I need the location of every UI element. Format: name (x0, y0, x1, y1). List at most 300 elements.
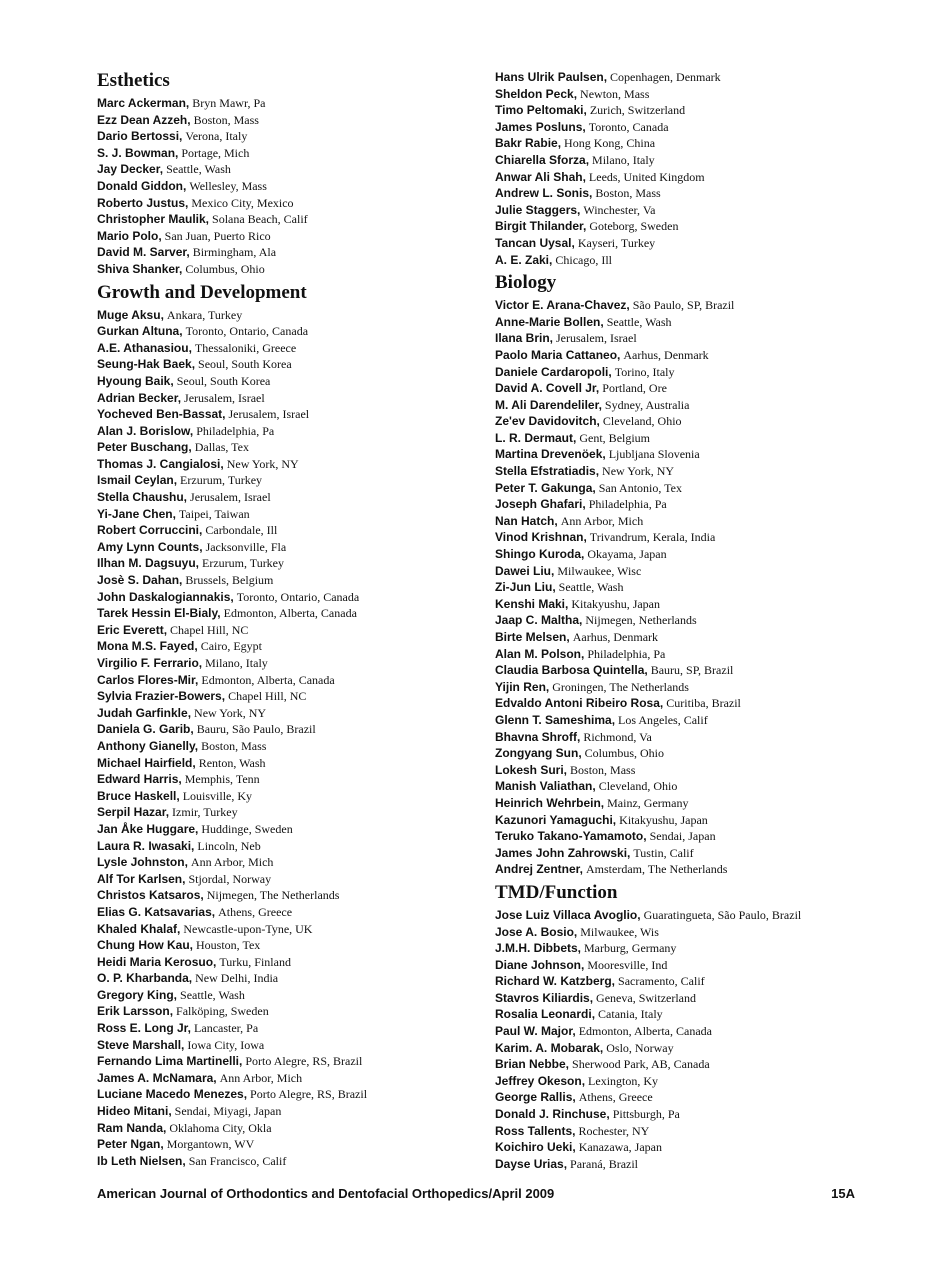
reviewer-entry (495, 612, 935, 629)
reviewer-name: Ram Nanda, (97, 1120, 167, 1135)
reviewer-name: Heinrich Wehrbein, (495, 795, 605, 810)
reviewer-location: Milwaukee, Wisc (557, 563, 642, 578)
reviewer-name: Dario Bertossi, (97, 129, 183, 144)
reviewer-name: Heidi Maria Kerosuo, (97, 954, 217, 969)
reviewer-entry (97, 721, 477, 738)
reviewer-name: Ilana Brin, (495, 331, 554, 346)
reviewer-name: L. R. Dermaut, (495, 430, 577, 445)
reviewer-name: Judah Garfinkle, (97, 705, 192, 720)
reviewer-name: Serpil Hazar, (97, 805, 170, 820)
reviewer-name: Donald J. Rinchuse, (495, 1107, 610, 1122)
reviewer-location: Seattle, Wash (166, 162, 231, 177)
reviewer-entry (97, 1136, 477, 1153)
reviewer-name: Diane Johnson, (495, 957, 585, 972)
reviewer-entry (97, 489, 477, 506)
reviewer-location: Copenhagen, Denmark (610, 70, 721, 84)
reviewer-name: Kazunori Yamaguchi, (495, 812, 617, 827)
reviewer-entry (97, 472, 477, 489)
reviewer-location: Mexico City, Mexico (191, 195, 294, 210)
reviewer-location: Sacramento, Calif (618, 974, 705, 989)
section (97, 70, 477, 278)
reviewer-name: Josè S. Dahan, (97, 573, 183, 588)
reviewer-entry (97, 1120, 477, 1137)
reviewer-entry (495, 430, 935, 447)
reviewer-name: Adrian Becker, (97, 390, 182, 405)
reviewer-location: Nijmegen, The Netherlands (206, 888, 340, 903)
reviewer-location: Jerusalem, Israel (228, 407, 310, 422)
reviewer-location: Edmonton, Alberta, Canada (578, 1024, 712, 1039)
reviewer-location: Bryn Mawr, Pa (192, 96, 266, 110)
reviewer-name: Joseph Ghafari, (495, 497, 586, 512)
reviewer-entry (495, 330, 935, 347)
reviewer-location: Toronto, Canada (588, 119, 669, 134)
reviewer-location: Ljubljana Slovenia (608, 447, 700, 462)
reviewer-location: Seattle, Wash (180, 987, 245, 1002)
page-number: 15A (831, 1186, 855, 1201)
reviewer-location: Gent, Belgium (579, 430, 651, 445)
reviewer-location: Sherwood Park, AB, Canada (572, 1057, 710, 1072)
reviewer-entry (97, 373, 477, 390)
reviewer-name: Andrej Zentner, (495, 862, 584, 877)
reviewer-name: David A. Covell Jr, (495, 381, 600, 396)
reviewer-location: Milano, Italy (205, 656, 268, 670)
reviewer-name: Daniela G. Garib, (97, 722, 194, 737)
reviewer-location: Ann Arbor, Mich (190, 855, 274, 870)
reviewer-name: Kenshi Maki, (495, 596, 569, 611)
reviewer-location: Newton, Mass (580, 86, 650, 101)
reviewer-entry (495, 1006, 935, 1023)
reviewer-name: Seung-Hak Baek, (97, 357, 196, 372)
reviewer-entry (495, 69, 935, 86)
reviewer-location: Kayseri, Turkey (577, 235, 656, 250)
reviewer-entry (97, 655, 477, 672)
reviewer-entry (495, 1089, 935, 1106)
reviewer-name: Jay Decker, (97, 162, 164, 177)
reviewer-name: Tarek Hessin El-Bialy, (97, 606, 221, 621)
reviewer-name: Lysle Johnston, (97, 855, 188, 870)
reviewer-location: Goteborg, Sweden (589, 219, 679, 234)
reviewer-entry (97, 228, 477, 245)
reviewer-entry (495, 990, 935, 1007)
reviewer-entry (495, 1040, 935, 1057)
reviewer-entry (495, 729, 935, 746)
reviewer-location: Boston, Mass (595, 186, 661, 201)
reviewer-entry (495, 347, 935, 364)
reviewer-entry (97, 821, 477, 838)
reviewer-location: Jerusalem, Israel (556, 331, 637, 346)
reviewer-name: Elias G. Katsavarias, (97, 904, 216, 919)
reviewer-entry (97, 854, 477, 871)
reviewer-name: S. J. Bowman, (97, 145, 179, 160)
reviewer-location: Erzurum, Turkey (180, 473, 263, 488)
reviewer-name: Alan J. Borislow, (97, 423, 194, 438)
reviewer-entry (495, 795, 935, 812)
reviewer-entry (495, 364, 935, 381)
reviewer-location: Portland, Ore (602, 381, 667, 396)
reviewer-location: Cairo, Egypt (200, 639, 263, 654)
reviewer-entry (495, 546, 935, 563)
reviewer-name: Muge Aksu, (97, 307, 164, 322)
section (495, 882, 935, 1173)
reviewer-location: Philadelphia, Pa (196, 423, 275, 438)
reviewer-location: Zurich, Switzerland (589, 103, 686, 118)
reviewer-entry (97, 1103, 477, 1120)
reviewer-location: Kitakyushu, Japan (571, 596, 661, 611)
reviewer-location: Pittsburgh, Pa (612, 1107, 680, 1122)
reviewer-location: Izmir, Turkey (172, 805, 238, 820)
reviewer-location: Mooresville, Ind (587, 957, 668, 972)
reviewer-entry (97, 622, 477, 639)
reviewer-entry (97, 128, 477, 145)
reviewer-entry (495, 86, 935, 103)
reviewer-location: Cleveland, Ohio (598, 779, 678, 794)
reviewer-entry (495, 496, 935, 513)
reviewer-name: Edward Harris, (97, 772, 182, 787)
reviewer-name: Bruce Haskell, (97, 788, 180, 803)
reviewer-name: Thomas J. Cangialosi, (97, 456, 224, 471)
reviewer-name: Jose A. Bosio, (495, 924, 578, 939)
reviewer-location: Tustin, Calif (633, 845, 694, 860)
reviewer-location: Wellesley, Mass (189, 178, 267, 193)
reviewer-location: Winchester, Va (583, 202, 656, 217)
reviewer-location: Taipei, Taiwan (178, 506, 250, 521)
reviewer-entry (495, 1139, 935, 1156)
reviewer-entry (97, 771, 477, 788)
reviewer-name: Chung How Kau, (97, 938, 193, 953)
reviewer-location: Edmonton, Alberta, Canada (201, 672, 335, 687)
reviewer-entry (495, 1056, 935, 1073)
reviewer-entry (97, 390, 477, 407)
reviewer-name: Steve Marshall, (97, 1037, 185, 1052)
reviewer-name: Brian Nebbe, (495, 1057, 570, 1072)
reviewer-name: Birgit Thilander, (495, 219, 587, 234)
reviewer-entry (97, 1037, 477, 1054)
reviewer-entry (97, 921, 477, 938)
reviewer-location: Oslo, Norway (606, 1040, 674, 1055)
reviewer-location: Marburg, Germany (584, 941, 677, 956)
reviewer-location: Edmonton, Alberta, Canada (223, 606, 357, 621)
reviewer-location: Huddinge, Sweden (201, 821, 293, 836)
reviewer-name: Sheldon Peck, (495, 86, 578, 101)
reviewer-entry (97, 555, 477, 572)
reviewer-name: Alf Tor Karlsen, (97, 871, 186, 886)
reviewer-location: Chapel Hill, NC (228, 689, 307, 704)
reviewer-location: New Delhi, India (195, 971, 279, 986)
reviewer-name: Shingo Kuroda, (495, 547, 585, 562)
reviewer-name: James A. McNamara, (97, 1070, 217, 1085)
reviewer-name: Fernando Lima Martinelli, (97, 1054, 243, 1069)
reviewer-name: Stavros Kiliardis, (495, 990, 594, 1005)
reviewer-location: Falköping, Sweden (176, 1004, 269, 1019)
reviewer-name: Mario Polo, (97, 228, 162, 243)
reviewer-location: Thessaloniki, Greece (194, 340, 297, 355)
reviewer-name: Dayse Urias, (495, 1156, 568, 1171)
reviewer-name: Nan Hatch, (495, 513, 558, 528)
reviewer-entry (495, 152, 935, 169)
reviewer-location: Verona, Italy (185, 129, 248, 144)
reviewer-entry (97, 244, 477, 261)
reviewer-location: Boston, Mass (570, 762, 636, 777)
reviewer-name: Julie Staggers, (495, 202, 581, 217)
reviewer-name: Hans Ulrik Paulsen, (495, 70, 608, 84)
reviewer-location: Seoul, South Korea (176, 373, 271, 388)
reviewer-name: Ze'ev Davidovitch, (495, 414, 600, 429)
section-heading: Esthetics (97, 70, 170, 91)
reviewer-entry (495, 446, 935, 463)
reviewer-location: Aarhus, Denmark (572, 630, 659, 644)
section (495, 69, 935, 268)
reviewer-name: Erik Larsson, (97, 1004, 174, 1019)
reviewer-entry (97, 589, 477, 606)
reviewer-entry (97, 1153, 477, 1170)
reviewer-name: Bakr Rabie, (495, 136, 562, 151)
reviewer-location: Nijmegen, Netherlands (585, 613, 697, 628)
reviewer-entry (495, 695, 935, 712)
reviewer-name: Stella Chaushu, (97, 490, 188, 505)
reviewer-entry (495, 907, 935, 924)
reviewer-location: Leeds, United Kingdom (588, 169, 705, 184)
reviewer-name: O. P. Kharbanda, (97, 971, 193, 986)
reviewer-name: John Daskalogiannakis, (97, 589, 234, 604)
reviewer-location: Athens, Greece (218, 904, 293, 919)
reviewer-name: Shiva Shanker, (97, 261, 183, 276)
reviewer-location: New York, NY (194, 705, 267, 720)
reviewer-entry (97, 672, 477, 689)
reviewer-name: Teruko Takano-Yamamoto, (495, 829, 647, 844)
reviewer-name: Ezz Dean Azzeh, (97, 112, 191, 127)
reviewer-entry (495, 513, 935, 530)
reviewer-entry (97, 506, 477, 523)
reviewer-entry (495, 102, 935, 119)
reviewer-entry (97, 755, 477, 772)
reviewer-location: Louisville, Ky (182, 788, 253, 803)
reviewer-name: Claudia Barbosa Quintella, (495, 663, 648, 678)
reviewer-location: Trivandrum, Kerala, India (589, 530, 716, 545)
reviewer-name: Birte Melsen, (495, 630, 570, 644)
reviewer-name: Paolo Maria Cattaneo, (495, 347, 621, 362)
reviewer-name: A. E. Zaki, (495, 252, 553, 267)
reviewer-name: Christos Katsaros, (97, 888, 204, 903)
reviewer-name: Marc Ackerman, (97, 96, 190, 110)
reviewer-location: Porto Alegre, RS, Brazil (245, 1054, 363, 1069)
section (97, 282, 477, 1170)
reviewer-entry (495, 169, 935, 186)
reviewer-name: Yijin Ren, (495, 679, 550, 694)
reviewer-entry (495, 646, 935, 663)
reviewer-name: Alan M. Polson, (495, 646, 585, 661)
reviewer-entry (495, 596, 935, 613)
reviewer-name: Tancan Uysal, (495, 235, 575, 250)
reviewer-name: Sylvia Frazier-Bowers, (97, 689, 226, 704)
reviewer-location: Birmingham, Ala (192, 245, 277, 260)
reviewer-entry (97, 705, 477, 722)
reviewer-location: Solana Beach, Calif (212, 212, 308, 227)
reviewer-entry (97, 356, 477, 373)
reviewer-location: Lexington, Ky (588, 1073, 659, 1088)
reviewer-location: Athens, Greece (578, 1090, 653, 1105)
reviewer-name: Hyoung Baik, (97, 373, 174, 388)
reviewer-name: A.E. Athanasiou, (97, 340, 192, 355)
reviewer-location: Renton, Wash (198, 755, 266, 770)
reviewer-entry (97, 323, 477, 340)
reviewer-name: Gregory King, (97, 987, 178, 1002)
reviewer-name: David M. Sarver, (97, 245, 190, 260)
reviewer-name: Dawei Liu, (495, 563, 555, 578)
reviewer-entry (97, 987, 477, 1004)
reviewer-name: Roberto Justus, (97, 195, 189, 210)
reviewer-entry (495, 529, 935, 546)
reviewer-name: Hideo Mitani, (97, 1104, 172, 1119)
reviewer-name: Paul W. Major, (495, 1024, 576, 1039)
reviewer-entry (495, 762, 935, 779)
reviewer-entry (97, 788, 477, 805)
reviewer-entry (495, 828, 935, 845)
reviewer-entry (495, 463, 935, 480)
reviewer-entry (97, 1020, 477, 1037)
reviewer-name: James John Zahrowski, (495, 845, 631, 860)
reviewer-name: Peter Ngan, (97, 1137, 164, 1152)
reviewer-name: Virgilio F. Ferrario, (97, 656, 203, 670)
reviewer-location: Seoul, South Korea (198, 357, 292, 372)
reviewer-location: Turku, Finland (219, 954, 291, 969)
reviewer-name: Luciane Macedo Menezes, (97, 1087, 248, 1102)
section-heading: TMD/Function (495, 881, 618, 903)
reviewer-entry (495, 202, 935, 219)
journal-citation: American Journal of Orthodontics and Dentofacial Orthopedics/April 2009 (97, 1186, 555, 1201)
reviewer-name: Stella Efstratiadis, (495, 464, 600, 479)
reviewer-entry (97, 605, 477, 622)
reviewer-name: Carlos Flores-Mir, (97, 672, 199, 687)
reviewer-entry (495, 924, 935, 941)
reviewer-location: Houston, Tex (196, 938, 261, 953)
reviewer-name: Jaap C. Maltha, (495, 613, 583, 628)
reviewer-location: Seattle, Wash (558, 580, 624, 595)
reviewer-name: Vinod Krishnan, (495, 530, 587, 545)
reviewer-location: Lancaster, Pa (194, 1021, 259, 1036)
reviewer-name: Lokesh Suri, (495, 762, 568, 777)
reviewer-location: Portage, Mich (181, 145, 250, 160)
reviewer-name: Rosalia Leonardi, (495, 1007, 596, 1022)
reviewer-name: Martina Drevenöek, (495, 447, 606, 462)
reviewer-name: Anne-Marie Bollen, (495, 314, 604, 329)
reviewer-location: New York, NY (226, 456, 299, 471)
reviewer-entry (495, 812, 935, 829)
right-column (495, 69, 935, 1172)
reviewer-entry (97, 738, 477, 755)
reviewer-name: Victor E. Arana-Chavez, (495, 298, 630, 313)
reviewer-location: Paraná, Brazil (570, 1156, 639, 1171)
reviewer-name: George Rallis, (495, 1090, 576, 1105)
reviewer-entry (97, 1003, 477, 1020)
reviewer-location: Kitakyushu, Japan (619, 812, 708, 827)
reviewer-entry (495, 563, 935, 580)
reviewer-entry (495, 745, 935, 762)
reviewer-name: Ilhan M. Dagsuyu, (97, 556, 200, 571)
reviewer-location: Bauru, São Paulo, Brazil (196, 722, 316, 737)
reviewer-name: Jose Luiz Villaca Avoglio, (495, 907, 641, 922)
reviewer-name: Bhavna Shroff, (495, 729, 581, 744)
reviewer-location: Sendai, Miyagi, Japan (174, 1104, 282, 1119)
reviewer-name: Peter Buschang, (97, 440, 192, 455)
reviewer-location: Porto Alegre, RS, Brazil (250, 1087, 368, 1102)
reviewer-location: Morgantown, WV (166, 1137, 255, 1152)
reviewer-entry (495, 861, 935, 878)
reviewer-location: Richmond, Va (583, 729, 652, 744)
reviewer-entry (97, 195, 477, 212)
reviewer-name: Laura R. Iwasaki, (97, 838, 195, 853)
reviewer-location: Philadelphia, Pa (587, 646, 666, 661)
reviewer-entry (495, 185, 935, 202)
reviewer-name: Eric Everett, (97, 622, 168, 637)
reviewer-location: Milwaukee, Wis (580, 924, 659, 939)
reviewer-entry (97, 970, 477, 987)
reviewer-location: Sydney, Australia (604, 397, 690, 412)
reviewer-entry (97, 904, 477, 921)
reviewer-entry (495, 940, 935, 957)
reviewer-name: Ismail Ceylan, (97, 473, 178, 488)
reviewer-location: Newcastle-upon-Tyne, UK (183, 921, 313, 936)
reviewer-name: Robert Corruccini, (97, 523, 203, 538)
reviewer-location: Kanazawa, Japan (578, 1140, 662, 1155)
reviewer-name: J.M.H. Dibbets, (495, 941, 582, 956)
reviewer-location: Seattle, Wash (606, 314, 672, 329)
reviewer-entry (495, 845, 935, 862)
reviewer-name: Anwar Ali Shah, (495, 169, 586, 184)
reviewer-location: Jerusalem, Israel (184, 390, 265, 405)
reviewer-entry (97, 112, 477, 129)
reviewer-entry (495, 778, 935, 795)
reviewer-location: Philadelphia, Pa (588, 497, 667, 512)
reviewer-location: Groningen, The Netherlands (552, 679, 689, 694)
reviewer-location: Columbus, Ohio (584, 746, 665, 761)
reviewer-name: Anthony Gianelly, (97, 738, 199, 753)
reviewer-entry (495, 1023, 935, 1040)
reviewer-entry (495, 218, 935, 235)
reviewer-location: Rochester, NY (578, 1123, 650, 1138)
reviewer-location: Lincoln, Neb (197, 838, 261, 853)
reviewer-name: Amy Lynn Counts, (97, 539, 203, 554)
reviewer-entry (495, 1106, 935, 1123)
reviewer-entry (495, 413, 935, 430)
reviewer-entry (495, 579, 935, 596)
reviewer-location: Boston, Mass (193, 112, 259, 127)
reviewer-entry (97, 423, 477, 440)
section-heading: Growth and Development (97, 281, 307, 303)
reviewer-location: Curitiba, Brazil (666, 696, 741, 711)
reviewer-entry (97, 838, 477, 855)
reviewer-entry (97, 522, 477, 539)
reviewer-entry (97, 887, 477, 904)
reviewer-entry (97, 95, 477, 112)
reviewer-entry (97, 937, 477, 954)
reviewer-entry (495, 1156, 935, 1173)
reviewer-location: Ann Arbor, Mich (560, 513, 644, 528)
reviewer-name: Zi-Jun Liu, (495, 580, 556, 595)
reviewer-name: Khaled Khalaf, (97, 921, 181, 936)
reviewer-name: Koichiro Ueki, (495, 1140, 576, 1155)
reviewer-name: Yocheved Ben-Bassat, (97, 407, 226, 422)
reviewer-name: Michael Hairfield, (97, 755, 196, 770)
reviewer-name: Ross Tallents, (495, 1123, 576, 1138)
reviewer-location: Sendai, Japan (649, 829, 716, 844)
reviewer-entry (495, 712, 935, 729)
reviewer-location: Chapel Hill, NC (170, 622, 249, 637)
reviewer-name: Christopher Maulik, (97, 212, 210, 227)
reviewer-entry (495, 629, 935, 646)
reviewer-name: Peter T. Gakunga, (495, 480, 596, 495)
reviewer-entry (495, 957, 935, 974)
reviewer-location: New York, NY (602, 464, 675, 479)
